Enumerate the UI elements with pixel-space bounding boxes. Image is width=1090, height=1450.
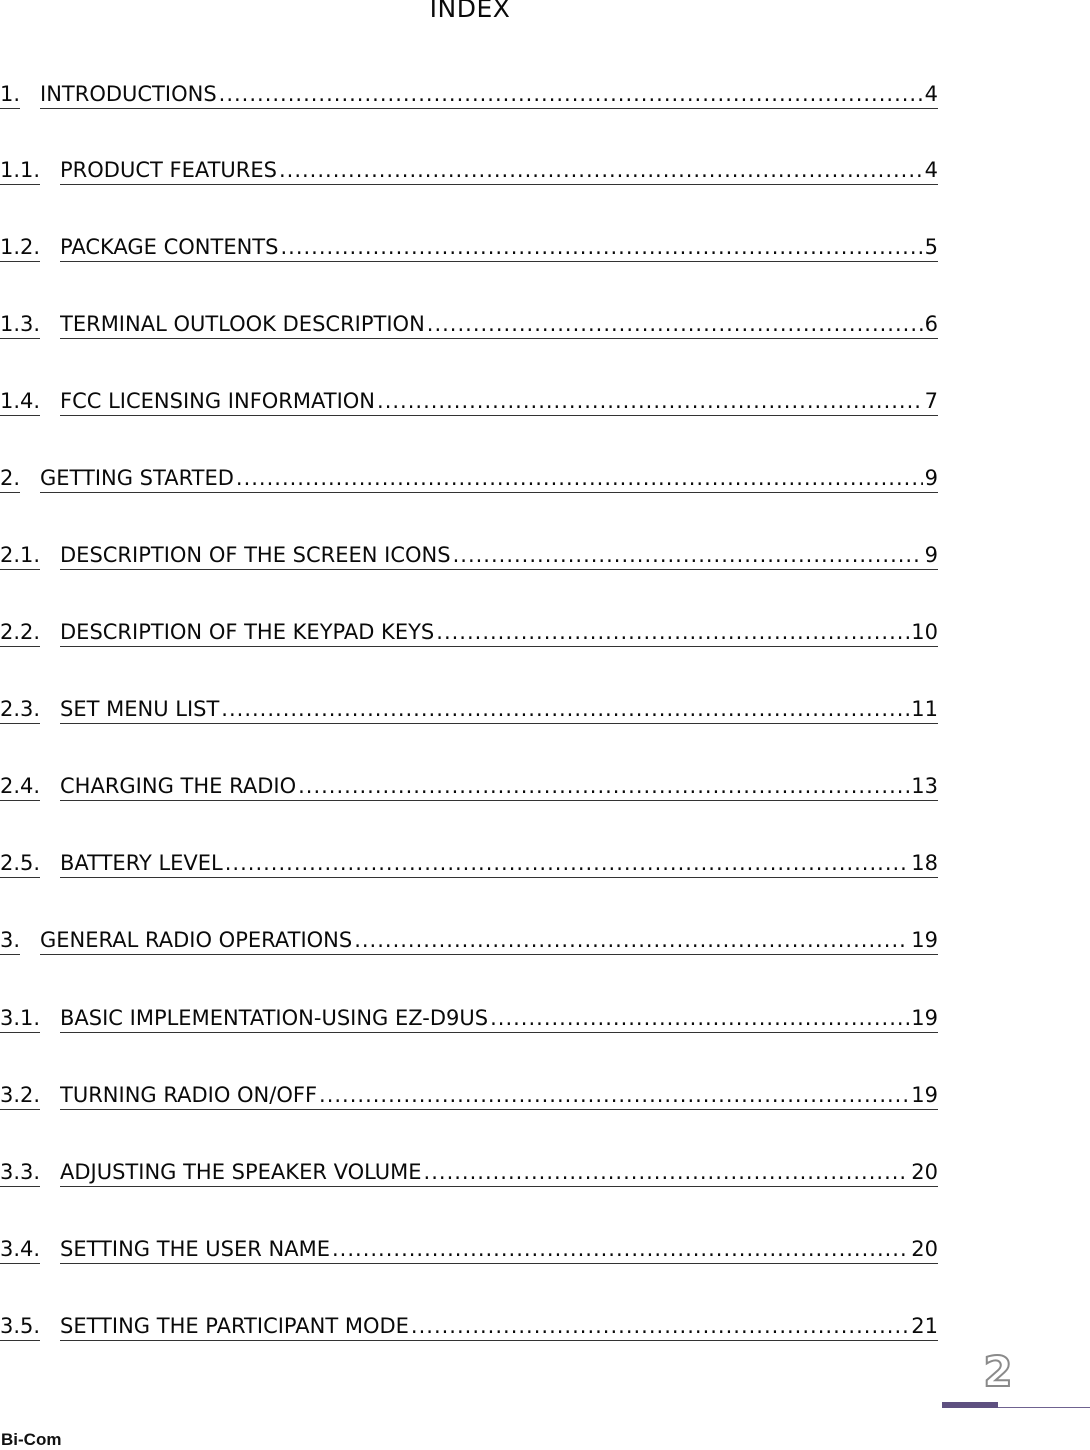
dot-leader (354, 926, 909, 954)
toc-entry[interactable] (0, 618, 940, 648)
toc-entry-number: 2.4. (0, 772, 40, 801)
footer-brand: Bi-Com (1, 1430, 62, 1449)
toc-entry-row[interactable] (60, 1235, 938, 1264)
toc-entry-label: SETTING THE USER NAME (60, 1237, 330, 1261)
toc-entry-number: 3.3. (0, 1158, 40, 1187)
toc-entry-number: 3.1. (0, 1004, 40, 1033)
dot-leader (436, 618, 909, 646)
toc-entry-label: DESCRIPTION OF THE SCREEN ICONS (60, 543, 451, 567)
toc-entry[interactable] (0, 926, 940, 956)
toc-entry-row[interactable] (60, 541, 938, 570)
footer-accent-bar (942, 1402, 998, 1408)
toc-entry-page: 4 (924, 82, 938, 106)
toc-entry-label: ADJUSTING THE SPEAKER VOLUME (60, 1160, 422, 1184)
toc-entry[interactable] (0, 1312, 940, 1342)
toc-entry-row[interactable] (60, 618, 938, 647)
toc-entry-page: 19 (911, 1083, 938, 1107)
toc-entry-page: 20 (911, 1160, 938, 1184)
toc-entry-label: BASIC IMPLEMENTATION-USING EZ-D9US (60, 1006, 489, 1030)
toc-entry-label: INTRODUCTIONS (40, 82, 217, 106)
toc-entry-row[interactable] (60, 1081, 938, 1110)
toc-entry-page: 19 (911, 928, 938, 952)
toc-entry-page: 10 (911, 620, 938, 644)
toc-entry-page: 4 (924, 158, 938, 182)
toc-entry-page: 19 (911, 1006, 938, 1030)
toc-entry-number: 2.5. (0, 849, 40, 878)
dot-leader (427, 310, 923, 338)
toc-entry-row[interactable] (60, 849, 938, 878)
toc-entry-number: 3.2. (0, 1081, 40, 1110)
toc-entry[interactable] (0, 1158, 940, 1188)
dot-leader (332, 1235, 909, 1263)
dot-leader (319, 1081, 909, 1109)
toc-entry-page: 9 (924, 466, 938, 490)
toc-entry-label: SET MENU LIST (60, 697, 220, 721)
toc-entry-row[interactable] (40, 464, 938, 493)
toc-entry-number: 2.3. (0, 695, 40, 724)
toc-entry-label: CHARGING THE RADIO (60, 774, 297, 798)
toc-entry[interactable] (0, 695, 940, 725)
toc-entry-label: FCC LICENSING INFORMATION (60, 389, 376, 413)
dot-leader (219, 80, 923, 108)
toc-entry-row[interactable] (60, 1004, 938, 1033)
toc-entry[interactable] (0, 310, 940, 340)
toc-entry-number: 2. (0, 464, 20, 493)
toc-entry-row[interactable] (60, 772, 938, 801)
toc-entry-page: 5 (924, 235, 938, 259)
dot-leader (221, 695, 909, 723)
toc-entry-row[interactable] (60, 1312, 938, 1341)
toc-entry-row[interactable] (60, 233, 938, 262)
toc-entry-number: 1.1. (0, 156, 40, 185)
dot-leader (280, 233, 922, 261)
toc-entry-label: TERMINAL OUTLOOK DESCRIPTION (60, 312, 425, 336)
dot-leader (225, 849, 910, 877)
toc-entry-row[interactable] (60, 695, 938, 724)
toc-entry-row[interactable] (60, 1158, 938, 1187)
toc-entry-row[interactable] (40, 926, 938, 955)
toc-entry-page: 7 (924, 389, 938, 413)
dot-leader (236, 464, 923, 492)
toc-entry-number: 1.2. (0, 233, 40, 262)
toc-entry-number: 1.3. (0, 310, 40, 339)
toc-entry-label: TURNING RADIO ON/OFF (60, 1083, 318, 1107)
toc-entry[interactable] (0, 464, 940, 494)
toc-entry-row[interactable] (40, 80, 938, 109)
toc-entry-label: BATTERY LEVEL (60, 851, 223, 875)
toc-entry-page: 18 (911, 851, 938, 875)
toc-entry-page: 20 (911, 1237, 938, 1261)
toc-entry-label: DESCRIPTION OF THE KEYPAD KEYS (60, 620, 435, 644)
dot-leader (298, 772, 909, 800)
dot-leader (377, 387, 923, 415)
page-number: 2 (983, 1347, 1013, 1396)
toc-entry[interactable] (0, 1081, 940, 1111)
toc-entry-number: 2.1. (0, 541, 40, 570)
toc-entry-page: 13 (911, 774, 938, 798)
toc-entry-number: 3. (0, 926, 20, 955)
dot-leader (279, 156, 923, 184)
toc-entry[interactable] (0, 849, 940, 879)
toc-entry-number: 3.4. (0, 1235, 40, 1264)
toc-entry-number: 1. (0, 80, 20, 109)
toc-entry-number: 2.2. (0, 618, 40, 647)
dot-leader (490, 1004, 909, 1032)
toc-entry[interactable] (0, 1235, 940, 1265)
toc-entry[interactable] (0, 233, 940, 263)
toc-entry-label: PACKAGE CONTENTS (60, 235, 279, 259)
toc-entry[interactable] (0, 387, 940, 417)
toc-entry-page: 9 (924, 543, 938, 567)
toc-entry-label: PRODUCT FEATURES (60, 158, 277, 182)
dot-leader (424, 1158, 910, 1186)
toc-entry-number: 1.4. (0, 387, 40, 416)
toc-entry[interactable] (0, 156, 940, 186)
footer-rule (998, 1407, 1090, 1408)
page-title: INDEX (429, 0, 511, 23)
toc-entry[interactable] (0, 80, 940, 110)
toc-entry-row[interactable] (60, 310, 938, 339)
toc-entry-label: SETTING THE PARTICIPANT MODE (60, 1314, 409, 1338)
toc-entry-number: 3.5. (0, 1312, 40, 1341)
dot-leader (411, 1312, 909, 1340)
toc-entry[interactable] (0, 541, 940, 571)
toc-entry-row[interactable] (60, 156, 938, 185)
toc-entry[interactable] (0, 772, 940, 802)
toc-entry-page: 11 (911, 697, 938, 721)
toc-entry[interactable] (0, 1004, 940, 1034)
toc-entry-row[interactable] (60, 387, 938, 416)
toc-entry-label: GENERAL RADIO OPERATIONS (40, 928, 353, 952)
toc-entry-page: 6 (924, 312, 938, 336)
toc-entry-label: GETTING STARTED (40, 466, 234, 490)
toc-entry-page: 21 (911, 1314, 938, 1338)
dot-leader (453, 541, 923, 569)
